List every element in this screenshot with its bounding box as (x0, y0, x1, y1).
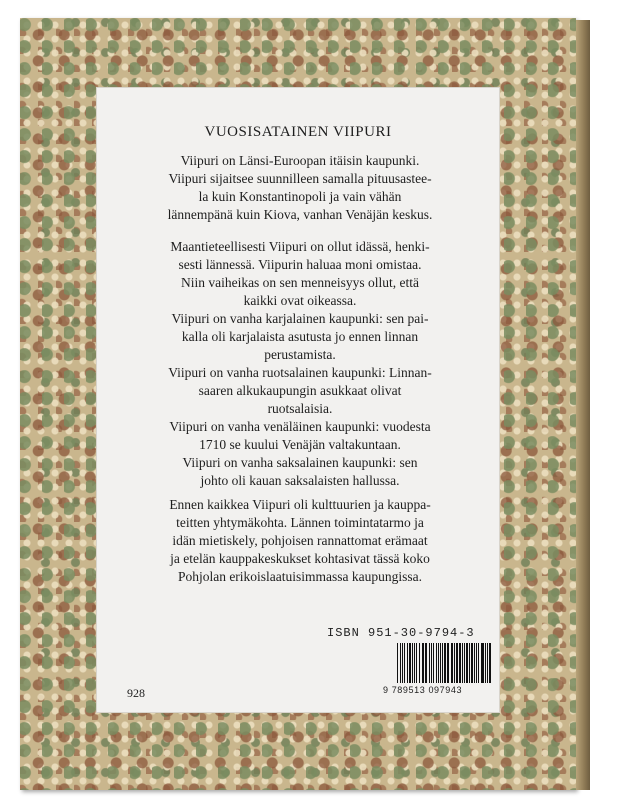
text-line: kaikki ovat oikeassa. (243, 293, 357, 308)
text-line: idän mietiskely, pohjoisen rannattomat erämaat (172, 533, 428, 548)
text-line: johto oli kauan saksalaisten hallussa. (200, 473, 400, 488)
back-cover-label (96, 87, 500, 713)
text-line: Viipuri on vanha venäläinen kaupunki: vuodesta (169, 419, 431, 434)
barcode-bar (474, 643, 475, 683)
barcode-number: 9 789513 097943 (383, 685, 463, 695)
barcode-bar (433, 643, 434, 683)
barcode-bar (485, 643, 486, 683)
barcode-bar (412, 643, 413, 683)
text-line: lännempänä kuin Kiova, vanhan Venäjän keskus. (167, 207, 433, 222)
barcode-bar (407, 643, 408, 683)
text-line: ruotsalaisia. (267, 401, 333, 416)
isbn-number: ISBN 951-30-9794-3 (327, 626, 475, 640)
barcode-bar (431, 643, 432, 683)
text-line: Viipuri on vanha saksalainen kaupunki: sen (182, 455, 418, 470)
barcode-bar (452, 643, 453, 683)
barcode-bar (471, 643, 472, 683)
barcode-bar (476, 643, 477, 683)
barcode-bar (444, 643, 445, 683)
barcode-bar (414, 643, 415, 683)
barcode-bar (409, 643, 411, 683)
text-line: kalla oli karjalaista asutusta jo ennen linnan (181, 329, 419, 344)
barcode-bar (442, 643, 443, 683)
barcode-bar (489, 643, 491, 683)
barcode-bar (429, 643, 430, 683)
book-title: VUOSISATAINEN VIIPURI (204, 124, 392, 140)
barcode-bar (482, 643, 483, 683)
barcode-bar (469, 643, 470, 683)
barcode-bar (454, 643, 455, 683)
text-line: perustamista. (264, 347, 336, 362)
barcode-bar (400, 643, 401, 683)
barcode-bar (402, 643, 403, 683)
paragraph-1 (135, 152, 465, 224)
text-line: sesti lännessä. Viipurin haluaa moni omistaa. (178, 257, 422, 272)
text-line: saaren alkukaupungin asukkaat olivat (198, 383, 402, 398)
barcode-bar (466, 643, 468, 683)
barcode-bar (438, 643, 439, 683)
barcode-bar (487, 643, 488, 683)
barcode-bar (422, 643, 423, 683)
text-line: Maantieteellisesti Viipuri on ollut idässä, henki- (170, 239, 430, 254)
barcode-bar (440, 643, 441, 683)
barcode-bar (481, 643, 482, 683)
barcode-bar (478, 643, 479, 683)
book-spine-edge (576, 20, 590, 790)
text-line: Pohjolan erikoislaatuisimmassa kaupungissa. (177, 569, 423, 584)
barcode-bar (456, 643, 457, 683)
barcode-bar (404, 643, 405, 683)
text-line: Viipuri on Länsi-Euroopan itäisin kaupunki. (180, 153, 420, 168)
paragraph-3 (135, 496, 465, 586)
barcode-bar (423, 643, 424, 683)
barcode-bar (419, 643, 420, 683)
text-line: la kuin Konstantinopoli ja vain vähän (198, 189, 402, 204)
barcode-bar (397, 643, 398, 683)
text-line: Niin vaiheikas on sen menneisyys ollut, että (180, 275, 420, 290)
text-line: ja etelän kauppakeskukset kohtasivat tässä koko (170, 551, 430, 566)
text-line: Viipuri on vanha ruotsalainen kaupunki: Linnan- (168, 365, 432, 380)
barcode-bar (451, 643, 452, 683)
text-line: teitten yhtymäkohta. Lännen toimintatarmo ja (176, 515, 424, 530)
barcode-bar (464, 643, 465, 683)
paragraph-2 (135, 238, 465, 490)
barcode (397, 643, 493, 683)
barcode-bar (459, 643, 460, 683)
catalog-code: 928 (127, 686, 145, 700)
text-line: Viipuri on vanha karjalainen kaupunki: sen pai- (171, 311, 429, 326)
barcode-bar (425, 643, 427, 683)
barcode-bar (462, 643, 463, 683)
text-line: 1710 se kuului Venäjän valtakuntaan. (199, 437, 401, 452)
text-line: Viipuri sijaitsee suunnilleen samalla pituusastee- (168, 171, 432, 186)
text-line: Ennen kaikkea Viipuri oli kulttuurien ja kauppa- (169, 497, 431, 512)
barcode-bar (447, 643, 449, 683)
barcode-bar (436, 643, 437, 683)
barcode-bar (416, 643, 417, 683)
